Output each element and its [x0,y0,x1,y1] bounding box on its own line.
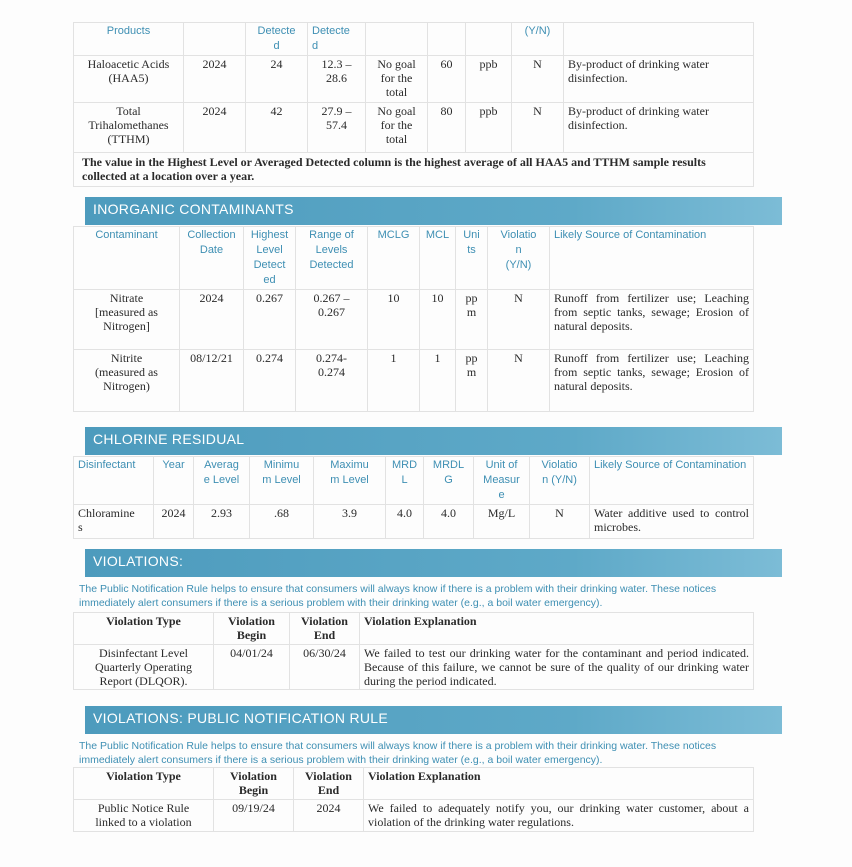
violation-explanation: We failed to adequately notify you, our drinking water customer, about a violation of the drinking water regulations. [364,800,754,832]
average-level: 2.93 [194,505,250,539]
likely-source: By-product of drinking water disinfection. [564,103,754,153]
likely-source: Runoff from fertilizer use; Leaching from septic tanks, sewage; Erosion of natural deposits. [550,290,754,350]
violation-flag: N [512,56,564,103]
table-row [74,505,754,539]
sample-year: 2024 [184,103,246,153]
header-violation-begin: Violation Begin [214,768,294,800]
header-likely-source: Likely Source of Contamination [590,457,754,505]
mclg-value: No goal for the total [366,56,428,103]
header-violation-type: Violation Type [74,768,214,800]
pnr-note: The Public Notification Rule helps to ensure that consumers will always know if there is a problem with their drinking water. These notices immediately alert consumers if there is a serious problem with their drinking water (e.g., a boil water emergency). [79,740,717,766]
range-detected: 0.267 – 0.267 [296,290,368,350]
chlorine-section-title: CHLORINE RESIDUAL [93,431,245,447]
mclg-value: 1 [368,350,420,412]
inorganic-section-title: INORGANIC CONTAMINANTS [93,201,294,217]
range-detected: 12.3 – 28.6 [308,56,366,103]
header-mrdlg: MRDL G [424,457,474,505]
table-row [74,645,754,690]
level-detected: 24 [246,56,308,103]
mcl-value: 1 [420,350,456,412]
mrdl-value: 4.0 [386,505,424,539]
violation-type: Disinfectant Level Quarterly Operating Report (DLQOR). [74,645,214,690]
violations-section-header [85,549,782,577]
header-violation-end: Violation End [290,613,360,645]
disinfectant-name: Chloramine s [74,505,154,539]
violation-end: 2024 [294,800,364,832]
highest-level: 0.274 [244,350,296,412]
highest-level: 0.267 [244,290,296,350]
likely-source: Water additive used to control microbes. [590,505,754,539]
violations-note: The Public Notification Rule helps to ensure that consumers will always know if there is a problem with their drinking water. These notices immediately alert consumers if there is a serious problem with their drinking water (e.g., a boil water emergency). [79,583,717,609]
pnr-section-title: VIOLATIONS: PUBLIC NOTIFICATION RULE [93,710,388,726]
header-likely-source: Likely Source of Contamination [550,227,754,290]
likely-source: By-product of drinking water disinfection. [564,56,754,103]
header-mcl: MCL [420,227,456,290]
header-violation-explanation: Violation Explanation [360,613,754,645]
units: pp m [456,350,488,412]
mcl-value: 10 [420,290,456,350]
collection-date: 08/12/21 [180,350,244,412]
header-maximum-level: Maximu m Level [314,457,386,505]
violation-explanation: We failed to test our drinking water for the contaminant and period indicated. Because of this failure, we cannot be sure of the quality of our drinking water during the period indicated. [360,645,754,690]
sample-year: 2024 [154,505,194,539]
pnr-violations-table [73,767,754,832]
violation-begin: 09/19/24 [214,800,294,832]
header-violation-end: Violation End [294,768,364,800]
header-highest-level: Highest Level Detect ed [244,227,296,290]
header-violation-begin: Violation Begin [214,613,290,645]
header-violation: Violatio n (Y/N) [530,457,590,505]
units: ppb [466,56,512,103]
units: pp m [456,290,488,350]
header-range: Range of Levels Detected [296,227,368,290]
chlorine-residual-table [73,456,754,539]
chlorine-section-header [85,427,782,455]
header-violation: Violatio n (Y/N) [488,227,550,290]
contaminant-name: Nitrate [measured as Nitrogen] [74,290,180,350]
mcl-value: 80 [428,103,466,153]
units: ppb [466,103,512,153]
violation-flag: N [488,290,550,350]
unit-of-measure: Mg/L [474,505,530,539]
table-row [74,800,754,832]
header-contaminant: Contaminant [74,227,180,290]
mclg-value: 10 [368,290,420,350]
header-average-level: Averag e Level [194,457,250,505]
inorganic-section-header [85,197,782,225]
collection-date: 2024 [180,290,244,350]
pnr-section-header [85,706,782,734]
mclg-value: No goal for the total [366,103,428,153]
header-collection-date: Collection Date [180,227,244,290]
sample-year: 2024 [184,56,246,103]
header-detected-1: Detecte d [246,23,308,56]
range-detected: 27.9 – 57.4 [308,103,366,153]
header-mclg: MCLG [368,227,420,290]
violation-flag: N [512,103,564,153]
mcl-value: 60 [428,56,466,103]
violation-end: 06/30/24 [290,645,360,690]
haa5-tthm-note: The value in the Highest Level or Averaged Detected column is the highest average of all HAA5 and TTHM sample results collected at a location over a year. [74,153,754,187]
header-products: Products [74,23,184,56]
violation-flag: N [488,350,550,412]
violation-type: Public Notice Rule linked to a violation [74,800,214,832]
header-minimum-level: Minimu m Level [250,457,314,505]
mrdlg-value: 4.0 [424,505,474,539]
header-units: Uni ts [456,227,488,290]
header-violation-explanation: Violation Explanation [364,768,754,800]
likely-source: Runoff from fertilizer use; Leaching from septic tanks, sewage; Erosion of natural deposits. [550,350,754,412]
header-mrdl: MRD L [386,457,424,505]
range-detected: 0.274- 0.274 [296,350,368,412]
contaminant-name: Nitrite (measured as Nitrogen) [74,350,180,412]
header-violation-type: Violation Type [74,613,214,645]
violation-flag: N [530,505,590,539]
header-unit-of-measure: Unit of Measur e [474,457,530,505]
table-row [74,56,754,103]
maximum-level: 3.9 [314,505,386,539]
minimum-level: .68 [250,505,314,539]
header-detected-2: Detecte d [308,23,366,56]
table-row [74,290,754,350]
contaminant-name: Total Trihalomethanes (TTHM) [74,103,184,153]
violations-table [73,612,754,690]
header-disinfectant: Disinfectant [74,457,154,505]
header-violation-yn: (Y/N) [512,23,564,56]
header-year: Year [154,457,194,505]
violations-section-title: VIOLATIONS: [93,553,184,569]
disinfection-byproducts-table [73,22,754,187]
inorganic-table [73,226,754,412]
level-detected: 42 [246,103,308,153]
table-row [74,350,754,412]
violation-begin: 04/01/24 [214,645,290,690]
contaminant-name: Haloacetic Acids (HAA5) [74,56,184,103]
table-row [74,103,754,153]
